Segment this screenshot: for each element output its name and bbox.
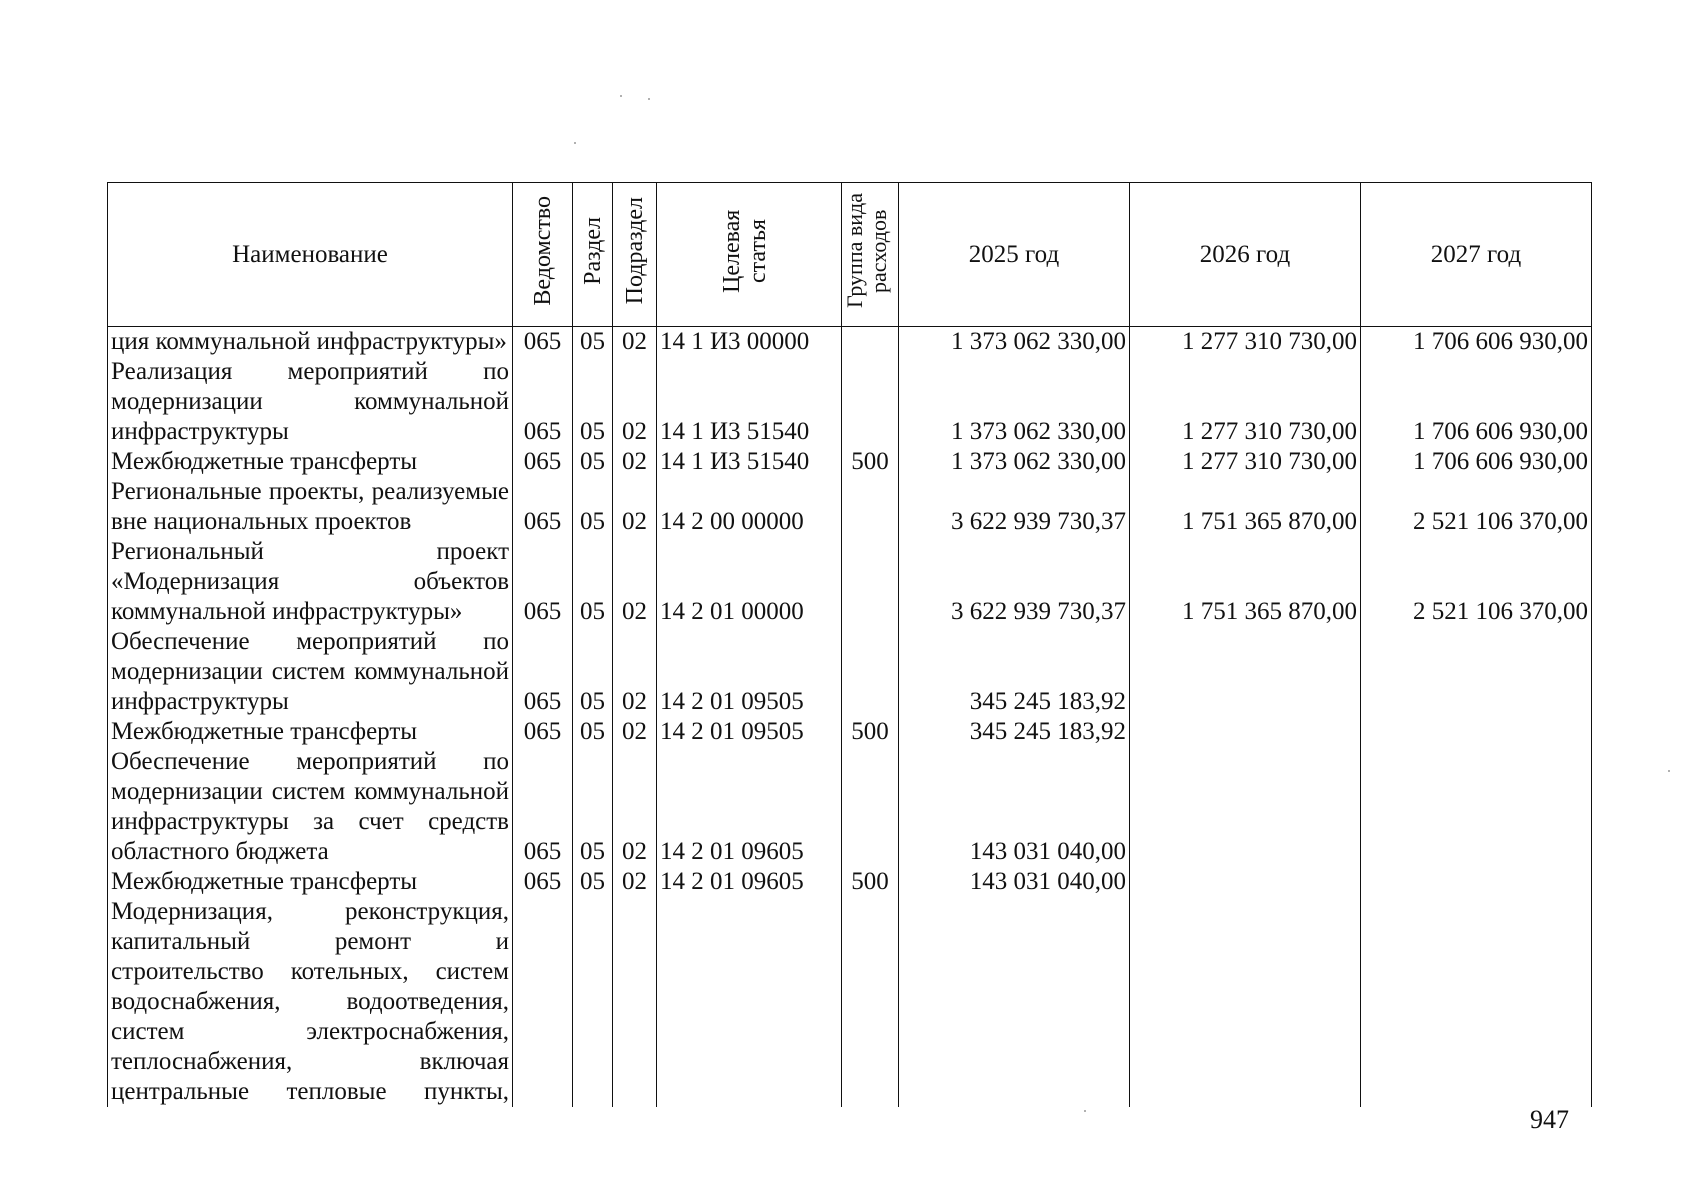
row-vedomstvo: 065 — [513, 447, 573, 477]
row-amount-2025: 143 031 040,00 — [899, 867, 1130, 897]
row-amount-2027: 1 706 606 930,00 — [1361, 357, 1592, 447]
row-amount-2026 — [1130, 747, 1361, 867]
table-row — [108, 867, 1592, 897]
row-gruppa: 500 — [842, 447, 899, 477]
table-row — [108, 537, 1592, 627]
row-podrazdel: 02 — [613, 447, 657, 477]
header-name: Наименование — [108, 183, 513, 327]
scan-speck — [574, 142, 576, 144]
row-razdel: 05 — [573, 627, 613, 717]
row-razdel: 05 — [573, 537, 613, 627]
header-2025: 2025 год — [899, 183, 1130, 327]
row-razdel: 05 — [573, 747, 613, 867]
row-podrazdel: 02 — [613, 717, 657, 747]
scan-speck — [1668, 770, 1670, 772]
row-podrazdel: 02 — [613, 867, 657, 897]
row-celevaya-statya: 14 2 01 09605 — [657, 747, 842, 867]
page-number: 947 — [1530, 1105, 1569, 1134]
header-gruppa-vida-rashodov: Группа вида расходов — [842, 183, 899, 327]
row-amount-2025: 1 373 062 330,00 — [899, 327, 1130, 358]
row-name: Межбюджетные трансферты — [108, 717, 513, 747]
row-amount-2025: 3 622 939 730,37 — [899, 477, 1130, 537]
header-2026: 2026 год — [1130, 183, 1361, 327]
header-razdel: Раздел — [573, 183, 613, 327]
row-vedomstvo — [513, 897, 573, 1107]
row-name: ция коммунальной инфраструктуры» — [108, 327, 513, 358]
row-gruppa: 500 — [842, 717, 899, 747]
table-row — [108, 447, 1592, 477]
table-body — [108, 327, 1592, 1108]
row-podrazdel: 02 — [613, 747, 657, 867]
row-vedomstvo: 065 — [513, 747, 573, 867]
row-amount-2027 — [1361, 747, 1592, 867]
row-amount-2025: 3 622 939 730,37 — [899, 537, 1130, 627]
row-gruppa — [842, 327, 899, 358]
row-amount-2025: 1 373 062 330,00 — [899, 357, 1130, 447]
row-amount-2027: 2 521 106 370,00 — [1361, 537, 1592, 627]
row-name: Обеспечение мероприятий по модернизации систем коммунальной инфраструктуры за счет средств областного бюджета — [108, 747, 513, 867]
row-name: Реализация мероприятий по модернизации коммунальной инфраструктуры — [108, 357, 513, 447]
header-2027: 2027 год — [1361, 183, 1592, 327]
scan-speck — [620, 95, 622, 97]
scan-speck — [648, 98, 650, 100]
row-amount-2026: 1 277 310 730,00 — [1130, 357, 1361, 447]
row-amount-2025: 345 245 183,92 — [899, 717, 1130, 747]
row-amount-2027 — [1361, 897, 1592, 1107]
row-amount-2026 — [1130, 627, 1361, 717]
row-vedomstvo: 065 — [513, 627, 573, 717]
row-name: Межбюджетные трансферты — [108, 447, 513, 477]
row-name: Обеспечение мероприятий по модернизации систем коммунальной инфраструктуры — [108, 627, 513, 717]
header-podrazdel: Подраздел — [613, 183, 657, 327]
row-amount-2027 — [1361, 717, 1592, 747]
row-amount-2025: 345 245 183,92 — [899, 627, 1130, 717]
row-celevaya-statya: 14 1 И3 51540 — [657, 357, 842, 447]
table-row — [108, 627, 1592, 717]
row-amount-2027: 1 706 606 930,00 — [1361, 327, 1592, 358]
row-celevaya-statya: 14 1 И3 51540 — [657, 447, 842, 477]
row-celevaya-statya: 14 2 01 00000 — [657, 537, 842, 627]
row-name: Региональный проект «Модернизация объектов коммунальной инфраструктуры» — [108, 537, 513, 627]
row-amount-2026 — [1130, 867, 1361, 897]
budget-table — [107, 182, 1592, 1107]
row-amount-2026: 1 751 365 870,00 — [1130, 477, 1361, 537]
row-name: Межбюджетные трансферты — [108, 867, 513, 897]
row-vedomstvo: 065 — [513, 717, 573, 747]
row-celevaya-statya: 14 2 00 00000 — [657, 477, 842, 537]
table-header — [108, 183, 1592, 327]
row-podrazdel: 02 — [613, 627, 657, 717]
table-row — [108, 327, 1592, 358]
row-razdel — [573, 897, 613, 1107]
row-podrazdel — [613, 897, 657, 1107]
row-amount-2027: 1 706 606 930,00 — [1361, 447, 1592, 477]
scan-speck — [1084, 1110, 1086, 1112]
row-amount-2026 — [1130, 717, 1361, 747]
row-name: Региональные проекты, реализуемые вне национальных проектов — [108, 477, 513, 537]
row-vedomstvo: 065 — [513, 327, 573, 358]
row-amount-2027 — [1361, 867, 1592, 897]
row-gruppa: 500 — [842, 867, 899, 897]
row-amount-2027: 2 521 106 370,00 — [1361, 477, 1592, 537]
row-amount-2025: 143 031 040,00 — [899, 747, 1130, 867]
row-razdel: 05 — [573, 867, 613, 897]
row-name: Модернизация, реконструкция, капитальный ремонт и строительство котельных, систем водоснабжения, водоотведения, систем электроснабжения, теплоснабжения, включая центральные тепловые пункты, — [108, 897, 513, 1107]
table-row — [108, 477, 1592, 537]
header-celevaya-statya: Целевая статья — [657, 183, 842, 327]
row-vedomstvo: 065 — [513, 357, 573, 447]
row-celevaya-statya: 14 2 01 09505 — [657, 627, 842, 717]
row-gruppa — [842, 537, 899, 627]
row-amount-2025: 1 373 062 330,00 — [899, 447, 1130, 477]
row-podrazdel: 02 — [613, 537, 657, 627]
row-gruppa — [842, 357, 899, 447]
row-celevaya-statya — [657, 897, 842, 1107]
row-amount-2026: 1 277 310 730,00 — [1130, 447, 1361, 477]
table-row — [108, 357, 1592, 447]
row-gruppa — [842, 627, 899, 717]
row-vedomstvo: 065 — [513, 477, 573, 537]
row-amount-2026: 1 277 310 730,00 — [1130, 327, 1361, 358]
row-vedomstvo: 065 — [513, 867, 573, 897]
row-celevaya-statya: 14 2 01 09605 — [657, 867, 842, 897]
table-row — [108, 747, 1592, 867]
row-gruppa — [842, 747, 899, 867]
row-podrazdel: 02 — [613, 477, 657, 537]
table-row — [108, 897, 1592, 1107]
header-vedomstvo: Ведомство — [513, 183, 573, 327]
row-razdel: 05 — [573, 717, 613, 747]
table-row — [108, 717, 1592, 747]
row-amount-2025 — [899, 897, 1130, 1107]
row-razdel: 05 — [573, 477, 613, 537]
row-amount-2026: 1 751 365 870,00 — [1130, 537, 1361, 627]
row-razdel: 05 — [573, 357, 613, 447]
row-podrazdel: 02 — [613, 357, 657, 447]
row-vedomstvo: 065 — [513, 537, 573, 627]
row-celevaya-statya: 14 2 01 09505 — [657, 717, 842, 747]
row-podrazdel: 02 — [613, 327, 657, 358]
row-razdel: 05 — [573, 447, 613, 477]
row-amount-2027 — [1361, 627, 1592, 717]
row-gruppa — [842, 477, 899, 537]
row-gruppa — [842, 897, 899, 1107]
row-razdel: 05 — [573, 327, 613, 358]
row-celevaya-statya: 14 1 И3 00000 — [657, 327, 842, 358]
row-amount-2026 — [1130, 897, 1361, 1107]
